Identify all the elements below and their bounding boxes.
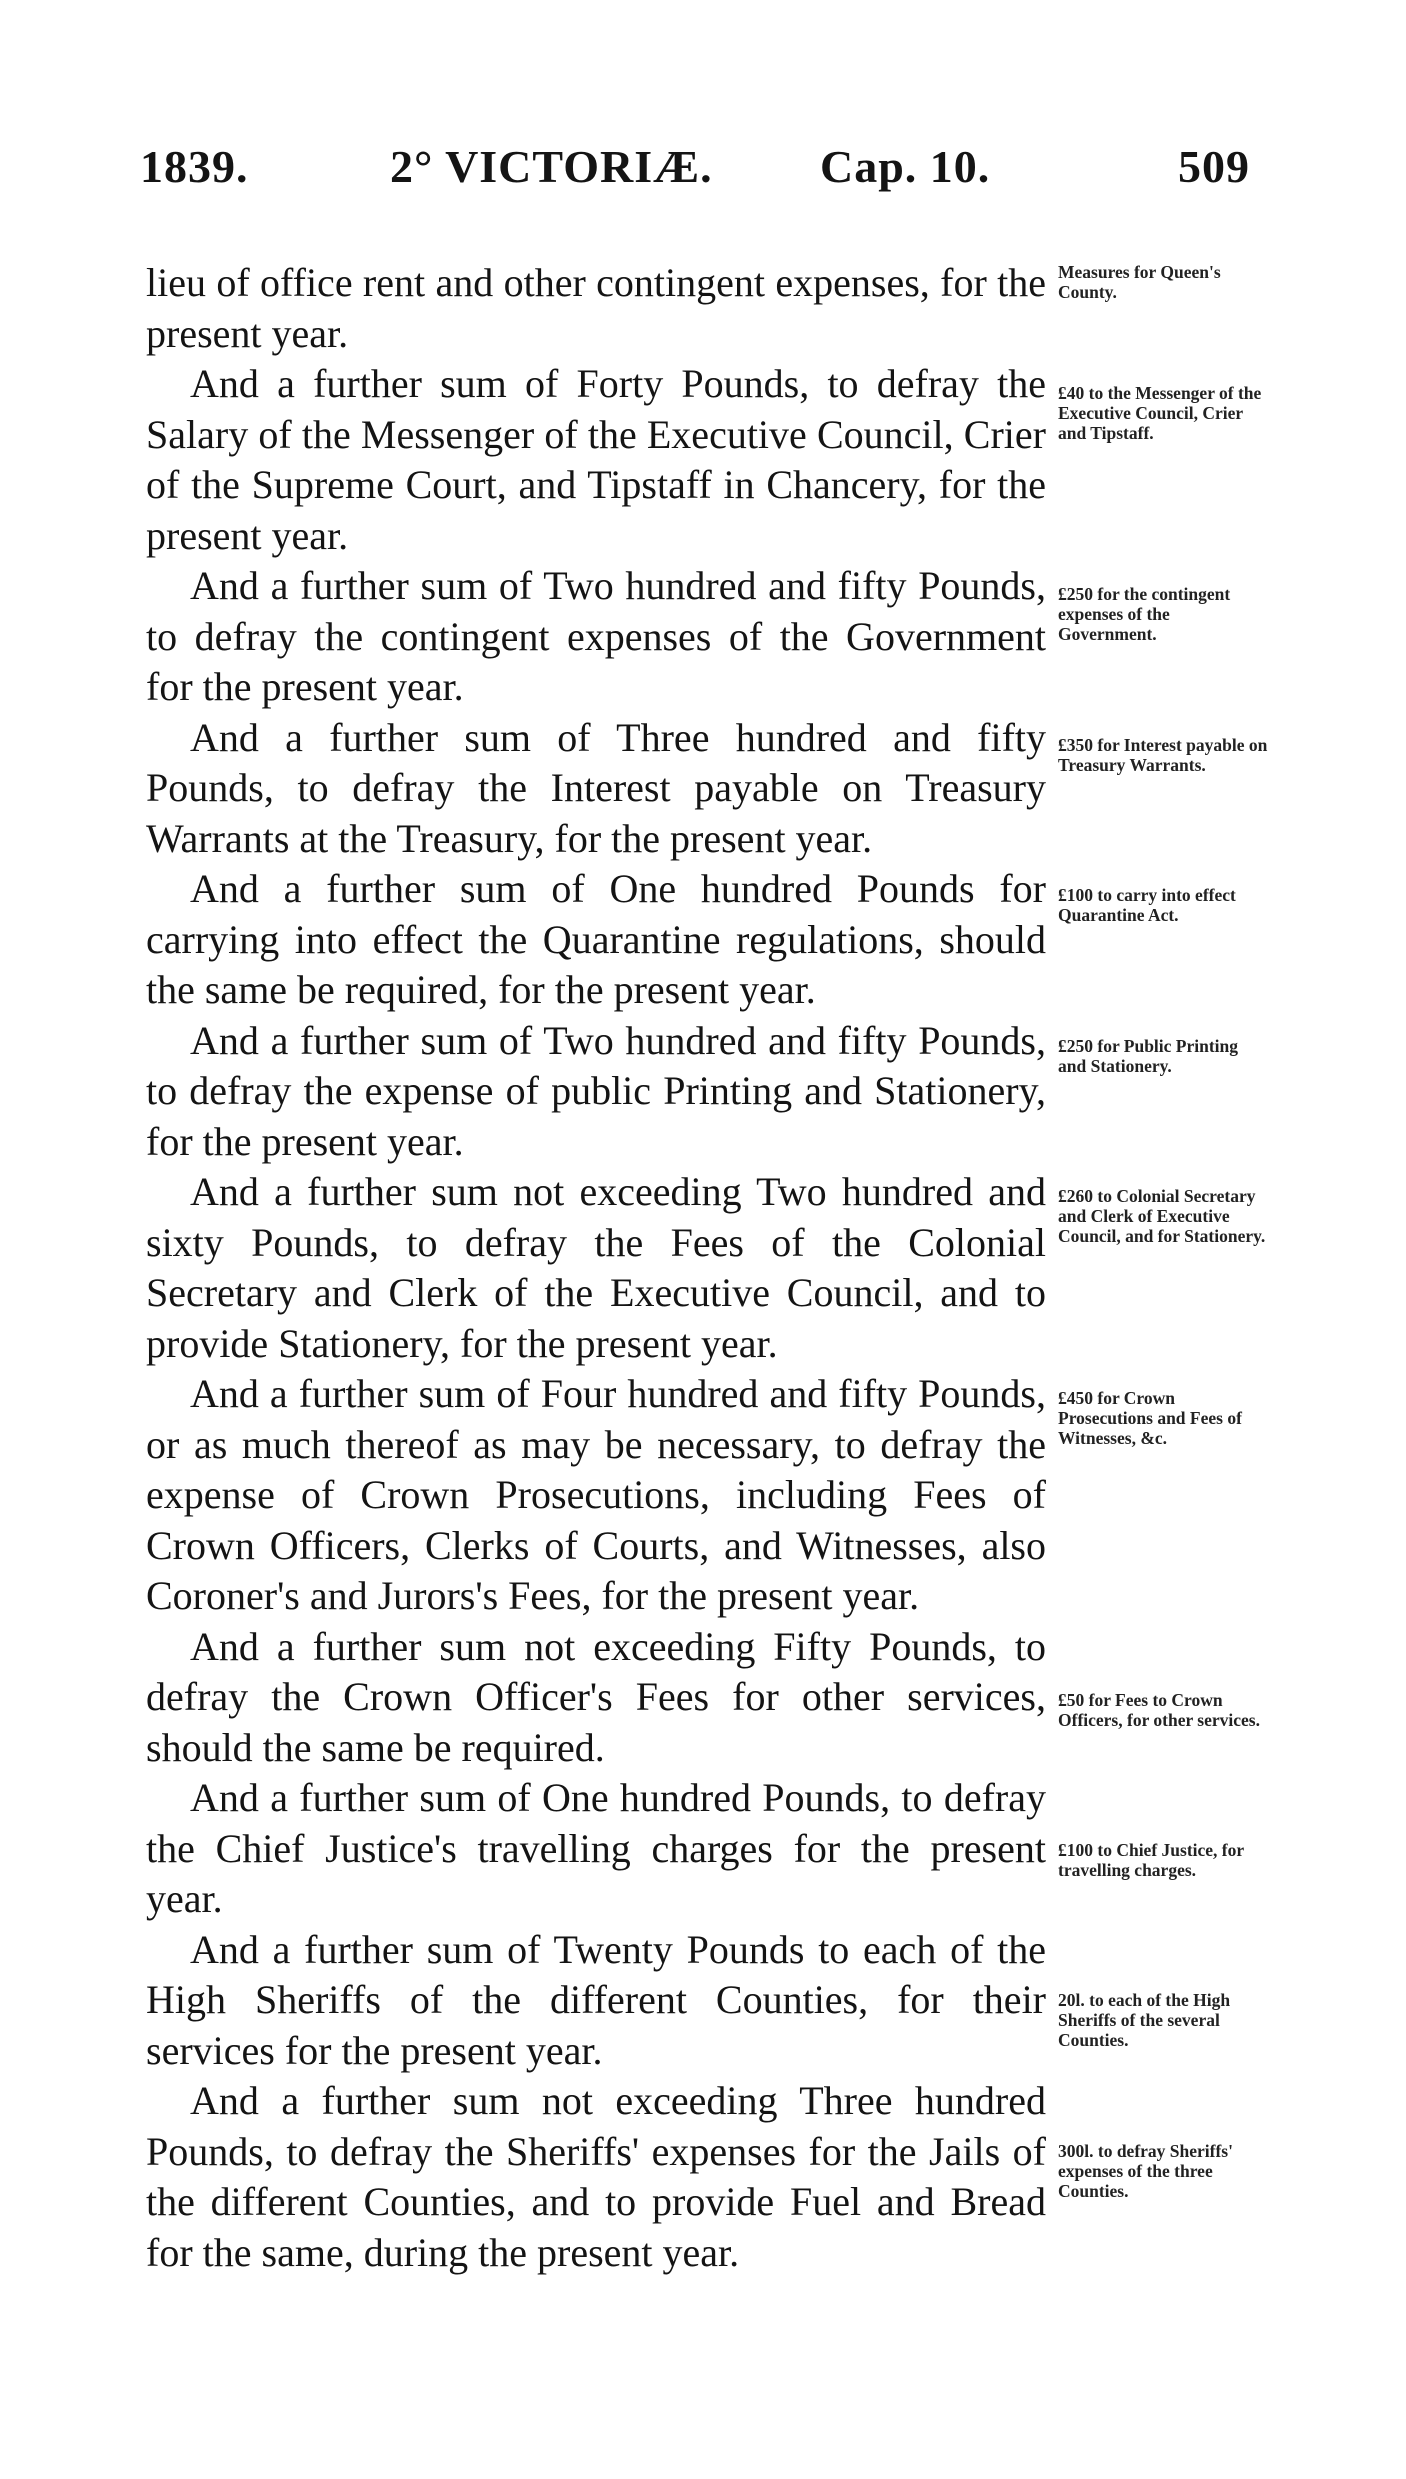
page-number: 509	[1178, 141, 1250, 192]
margin-note-11: 20l. to each of the High Sheriffs of the several Counties.	[1058, 1990, 1231, 2050]
margin-note-8: £450 for Crown Prosecutions and Fees of Witnesses, &c.	[1058, 1388, 1242, 1448]
header-reign: 2° VICTORIÆ.	[390, 141, 713, 192]
paragraph-11: And a further sum of Twenty Pounds to each of the High Sheriffs of the different Counties, for their services for the present year.	[146, 1926, 1046, 2073]
margin-note-1: Measures for Queen's County.	[1058, 262, 1221, 302]
paragraph-6: And a further sum of Two hundred and fifty Pounds, to defray the expense of public Printing and Stationery, for the present year.	[146, 1017, 1046, 1164]
margin-note-6: £250 for Public Printing and Stationery.	[1058, 1036, 1239, 1076]
paragraph-4: And a further sum of Three hundred and fifty Pounds, to defray the Interest payable on Treasury Warrants at the Treasury, for the present year.	[146, 714, 1046, 861]
paragraph-2: And a further sum of Forty Pounds, to defray the Salary of the Messenger of the Executive Council, Crier of the Supreme Court, and Tipstaff in Chancery, for the present year.	[146, 361, 1046, 558]
margin-note-10: £100 to Chief Justice, for travelling charges.	[1058, 1840, 1244, 1880]
paragraph-10: And a further sum of One hundred Pounds, to defray the Chief Justice's travelling charges for the present year.	[146, 1775, 1046, 1921]
margin-note-3: £250 for the contingent expenses of the Government.	[1058, 584, 1231, 644]
paragraph-12: And a further sum not exceeding Three hundred Pounds, to defray the Sheriffs' expenses for the Jails of the different Counties, and to provide Fuel and Bread for the same, during the present year.	[146, 2078, 1046, 2275]
margin-note-5: £100 to carry into effect Quarantine Act.	[1058, 885, 1236, 925]
body-text	[146, 258, 1046, 2278]
margin-note-4: £350 for Interest payable on Treasury Warrants.	[1058, 735, 1268, 775]
paragraph-3: And a further sum of Two hundred and fifty Pounds, to defray the contingent expenses of the Government for the present year.	[146, 563, 1046, 709]
paragraph-9: And a further sum not exceeding Fifty Pounds, to defray the Crown Officer's Fees for other services, should the same be required.	[146, 1623, 1046, 1770]
margin-note-12: 300l. to defray Sheriffs' expenses of the three Counties.	[1058, 2141, 1233, 2201]
paragraph-8: And a further sum of Four hundred and fifty Pounds, or as much thereof as may be necessary, to defray the expense of Crown Prosecutions, including Fees of Crown Officers, Clerks of Courts, and Witnesses, also Coroner's and Jurors's Fees, for the present year.	[146, 1371, 1046, 1618]
header-chapter: Cap. 10.	[820, 141, 991, 192]
margin-note-9: £50 for Fees to Crown Officers, for other services.	[1058, 1690, 1260, 1730]
running-header	[140, 140, 1250, 200]
header-year: 1839.	[140, 141, 249, 192]
margin-note-2: £40 to the Messenger of the Executive Council, Crier and Tipstaff.	[1058, 383, 1262, 443]
paragraph-5: And a further sum of One hundred Pounds for carrying into effect the Quarantine regulations, should the same be required, for the present year.	[146, 866, 1046, 1012]
paragraph-1: lieu of office rent and other contingent expenses, for the present year.	[146, 260, 1046, 356]
paragraph-7: And a further sum not exceeding Two hundred and sixty Pounds, to defray the Fees of the Colonial Secretary and Clerk of the Executive Council, and to provide Stationery, for the present year.	[146, 1169, 1046, 1366]
margin-note-7: £260 to Colonial Secretary and Clerk of Executive Council, and for Stationery.	[1058, 1186, 1266, 1246]
